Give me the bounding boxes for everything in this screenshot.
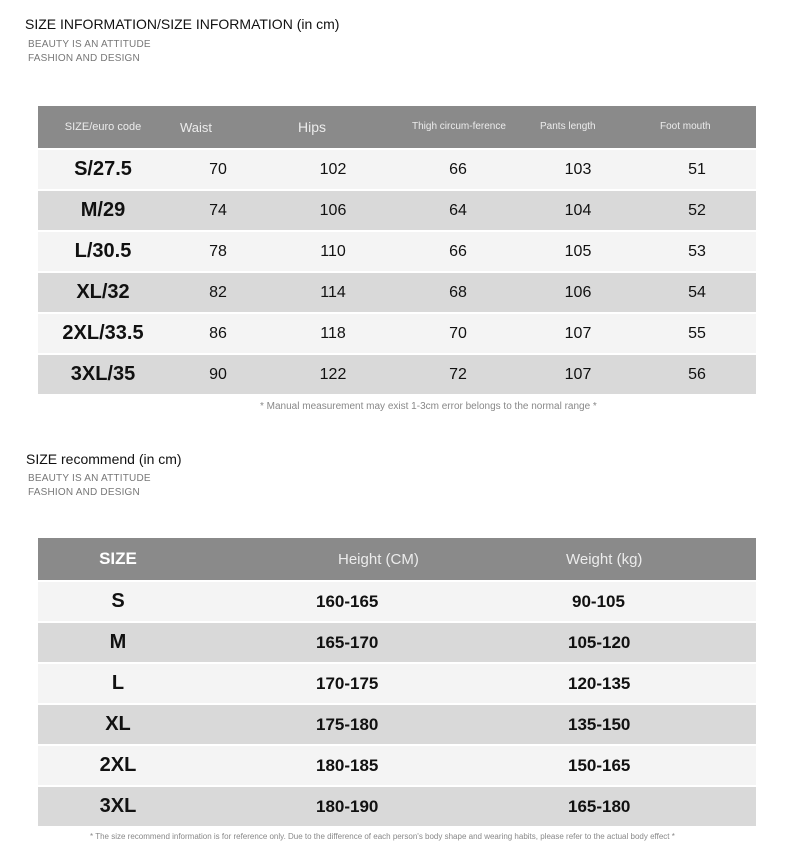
- size-cell: 2XL/33.5: [38, 313, 168, 354]
- size-cell: 2XL: [38, 745, 198, 786]
- foot-cell: 56: [638, 354, 756, 394]
- size-information-title: SIZE INFORMATION/SIZE INFORMATION (in cm): [25, 16, 340, 32]
- hips-cell: 114: [268, 272, 398, 313]
- length-cell: 104: [518, 190, 638, 231]
- hips-cell: 102: [268, 149, 398, 190]
- thigh-cell: 66: [398, 231, 518, 272]
- hips-cell: 106: [268, 190, 398, 231]
- waist-cell: 78: [168, 231, 268, 272]
- header-waist: Waist: [168, 106, 268, 149]
- table-row: [38, 231, 756, 272]
- height-cell: 180-190: [198, 786, 498, 826]
- header-size-euro-code: SIZE/euro code: [38, 106, 168, 149]
- tagline-line-2: FASHION AND DESIGN: [28, 53, 140, 64]
- waist-cell: 70: [168, 149, 268, 190]
- size-information-table: [38, 106, 756, 394]
- table-row: [38, 663, 756, 704]
- table-row: [38, 149, 756, 190]
- size-recommend-table: [38, 538, 756, 826]
- foot-cell: 55: [638, 313, 756, 354]
- length-cell: 107: [518, 354, 638, 394]
- weight-cell: 90-105: [498, 581, 756, 622]
- table-row: [38, 581, 756, 622]
- weight-cell: 105-120: [498, 622, 756, 663]
- thigh-cell: 66: [398, 149, 518, 190]
- foot-cell: 53: [638, 231, 756, 272]
- table-row: [38, 622, 756, 663]
- table-row: [38, 745, 756, 786]
- height-cell: 180-185: [198, 745, 498, 786]
- size-cell: 3XL: [38, 786, 198, 826]
- waist-cell: 74: [168, 190, 268, 231]
- table-header-row: [38, 538, 756, 581]
- weight-cell: 150-165: [498, 745, 756, 786]
- thigh-cell: 72: [398, 354, 518, 394]
- brand-tagline: [28, 472, 151, 500]
- size-cell: S/27.5: [38, 149, 168, 190]
- length-cell: 103: [518, 149, 638, 190]
- size-cell: M: [38, 622, 198, 663]
- header-weight: Weight (kg): [498, 538, 756, 581]
- measurement-note: * Manual measurement may exist 1-3cm error belongs to the normal range *: [260, 401, 597, 412]
- size-cell: XL: [38, 704, 198, 745]
- thigh-cell: 70: [398, 313, 518, 354]
- header-thigh-circumference: Thigh circum-ference: [398, 106, 518, 149]
- length-cell: 105: [518, 231, 638, 272]
- height-cell: 175-180: [198, 704, 498, 745]
- size-cell: S: [38, 581, 198, 622]
- foot-cell: 54: [638, 272, 756, 313]
- recommend-note: * The size recommend information is for reference only. Due to the difference of each person's body shape and wearing habits, please refer to the actual body effect *: [90, 832, 675, 841]
- size-cell: L/30.5: [38, 231, 168, 272]
- table-row: [38, 190, 756, 231]
- hips-cell: 118: [268, 313, 398, 354]
- thigh-cell: 64: [398, 190, 518, 231]
- table-row: [38, 704, 756, 745]
- header-hips: Hips: [268, 106, 398, 149]
- table-row: [38, 786, 756, 826]
- waist-cell: 82: [168, 272, 268, 313]
- hips-cell: 122: [268, 354, 398, 394]
- table-row: [38, 313, 756, 354]
- weight-cell: 165-180: [498, 786, 756, 826]
- size-cell: M/29: [38, 190, 168, 231]
- length-cell: 106: [518, 272, 638, 313]
- tagline-line-1: BEAUTY IS AN ATTITUDE: [28, 473, 151, 484]
- header-height: Height (CM): [198, 538, 498, 581]
- tagline-line-1: BEAUTY IS AN ATTITUDE: [28, 39, 151, 50]
- size-cell: L: [38, 663, 198, 704]
- size-cell: 3XL/35: [38, 354, 168, 394]
- length-cell: 107: [518, 313, 638, 354]
- height-cell: 165-170: [198, 622, 498, 663]
- hips-cell: 110: [268, 231, 398, 272]
- waist-cell: 90: [168, 354, 268, 394]
- table-row: [38, 272, 756, 313]
- size-cell: XL/32: [38, 272, 168, 313]
- table-header-row: [38, 106, 756, 149]
- foot-cell: 51: [638, 149, 756, 190]
- weight-cell: 120-135: [498, 663, 756, 704]
- waist-cell: 86: [168, 313, 268, 354]
- brand-tagline: [28, 38, 151, 66]
- table-row: [38, 354, 756, 394]
- header-size: SIZE: [38, 538, 198, 581]
- size-recommend-title: SIZE recommend (in cm): [26, 451, 182, 467]
- foot-cell: 52: [638, 190, 756, 231]
- weight-cell: 135-150: [498, 704, 756, 745]
- height-cell: 170-175: [198, 663, 498, 704]
- header-foot-mouth: Foot mouth: [638, 106, 756, 149]
- height-cell: 160-165: [198, 581, 498, 622]
- thigh-cell: 68: [398, 272, 518, 313]
- tagline-line-2: FASHION AND DESIGN: [28, 487, 140, 498]
- header-pants-length: Pants length: [518, 106, 638, 149]
